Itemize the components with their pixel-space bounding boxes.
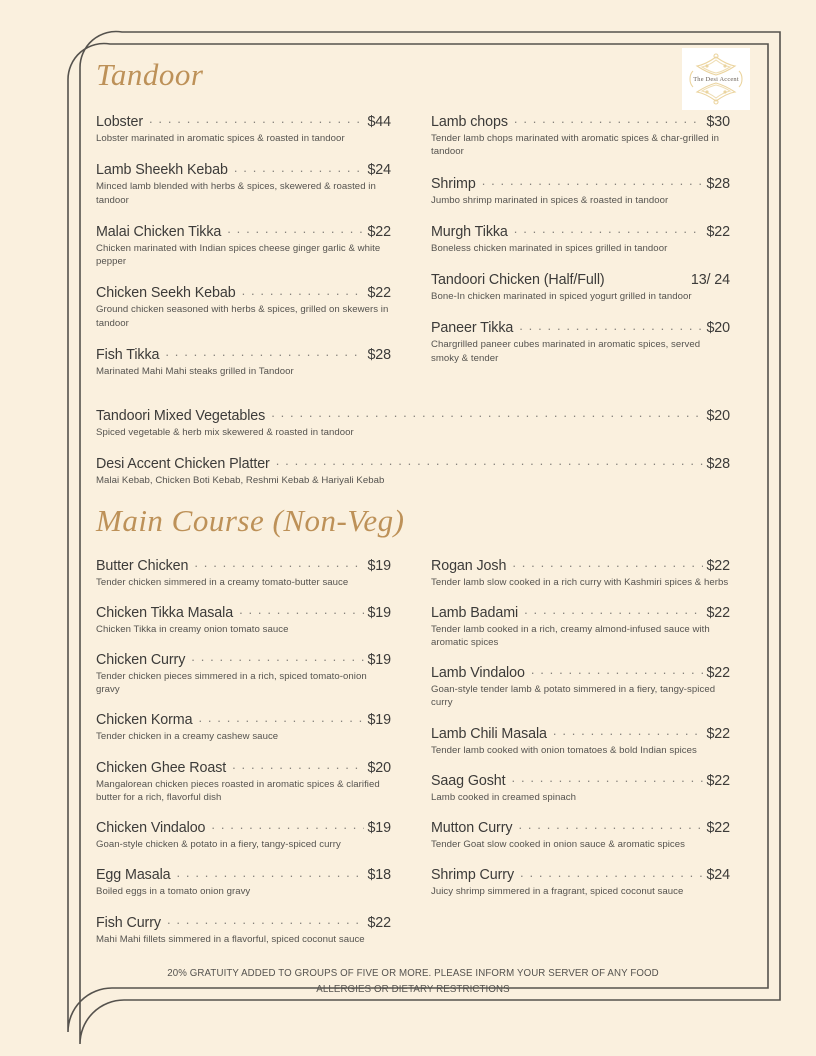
dot-leader	[242, 281, 365, 297]
item-description: Ground chicken seasoned with herbs & spices, grilled on skewers in tandoor	[96, 304, 389, 329]
item-name: Lamb Sheekh Kebab	[96, 162, 228, 179]
item-name: Shrimp Curry	[431, 867, 515, 884]
dot-leader	[482, 172, 704, 188]
item-price: $22	[706, 772, 730, 789]
item-price: $19	[367, 712, 391, 729]
menu-item[interactable]	[431, 268, 730, 303]
menu-item[interactable]	[96, 452, 730, 487]
item-name: Lobster	[96, 114, 143, 131]
dot-leader	[512, 769, 704, 785]
dot-leader	[520, 863, 703, 879]
item-price: $28	[706, 456, 730, 473]
menu-item[interactable]	[431, 661, 730, 709]
item-price: $24	[367, 162, 391, 179]
menu-item[interactable]	[96, 343, 391, 378]
item-price: $22	[706, 557, 730, 574]
item-price: $24	[706, 867, 730, 884]
dot-leader	[191, 648, 364, 664]
dot-leader	[512, 554, 703, 570]
footer-line-1: 20% GRATUITY ADDED TO GROUPS OF FIVE OR MORE. PLEASE INFORM YOUR SERVER OF ANY FOOD	[167, 968, 659, 979]
item-price: $22	[706, 223, 730, 240]
item-price: $28	[706, 175, 730, 192]
item-name: Lamb Chili Masala	[431, 725, 547, 742]
item-price: $22	[367, 285, 391, 302]
tandoor-right-column	[413, 110, 730, 391]
section-title-main-course: Main Course (Non-Veg)	[96, 503, 405, 539]
menu-item[interactable]	[431, 554, 730, 589]
section-title-tandoor: Tandoor	[96, 57, 204, 92]
item-name: Chicken Seekh Kebab	[96, 285, 236, 302]
item-price: $22	[706, 665, 730, 682]
item-name: Egg Masala	[96, 867, 171, 884]
dot-leader	[149, 110, 364, 126]
item-description: Lamb cooked in creamed spinach	[431, 791, 576, 803]
item-name: Shrimp	[431, 175, 476, 192]
dot-leader	[531, 661, 704, 677]
item-price: $22	[367, 914, 391, 931]
dot-leader	[165, 343, 364, 359]
item-price: $22	[706, 820, 730, 837]
menu-item[interactable]	[431, 816, 730, 851]
item-description: Minced lamb blended with herbs & spices, skewered & roasted in tandoor	[96, 181, 376, 206]
menu-item[interactable]	[96, 110, 391, 145]
menu-item[interactable]	[96, 158, 391, 206]
item-header	[96, 601, 391, 621]
item-header	[96, 911, 391, 931]
item-name: Murgh Tikka	[431, 223, 508, 240]
menu-item[interactable]	[96, 404, 730, 439]
item-header	[431, 316, 730, 336]
item-name: Chicken Korma	[96, 712, 193, 729]
item-price: $19	[367, 652, 391, 668]
item-description: Lobster marinated in aromatic spices & roasted in tandoor	[96, 133, 345, 145]
item-name: Lamb Badami	[431, 604, 519, 621]
tandoor-left-column	[96, 110, 413, 391]
item-header	[431, 268, 730, 288]
item-header	[431, 661, 730, 681]
item-description: Boneless chicken marinated in spices grilled in tandoor	[431, 242, 668, 254]
tandoor-columns	[96, 110, 730, 391]
dot-leader	[177, 863, 365, 879]
item-header	[431, 172, 730, 192]
item-price: $19	[367, 557, 391, 574]
item-header	[96, 648, 391, 668]
item-description: Chargrilled paneer cubes marinated in aromatic spices, served smoky & tender	[431, 339, 701, 364]
item-description: Spiced vegetable & herb mix skewered & roasted in tandoor	[96, 426, 354, 438]
item-name: Lamb chops	[431, 114, 508, 131]
item-header	[431, 220, 730, 240]
logo-wordmark: The Desi Accent	[693, 76, 739, 83]
main-course-left-column	[96, 554, 413, 958]
item-header	[431, 863, 730, 883]
item-header	[96, 756, 391, 776]
item-description: Tender lamb cooked with onion tomatoes & bold Indian spices	[431, 744, 697, 756]
dot-leader	[518, 816, 703, 832]
dot-leader	[514, 110, 704, 126]
item-name: Saag Gosht	[431, 772, 506, 789]
dot-leader	[276, 452, 704, 468]
dot-leader	[239, 601, 364, 617]
item-header	[96, 110, 391, 130]
dot-leader	[611, 268, 662, 284]
item-description: Tender chicken in a creamy cashew sauce	[96, 731, 279, 743]
dot-leader	[167, 911, 365, 927]
dot-leader	[198, 708, 364, 724]
menu-item[interactable]	[431, 863, 730, 898]
item-header	[96, 863, 391, 883]
item-description: Malai Kebab, Chicken Boti Kebab, Reshmi Kebab & Hariyali Kebab	[96, 475, 385, 487]
item-description: Mangalorean chicken pieces roasted in aromatic spices & clarified butter for a rich, flavorful dish	[96, 778, 380, 803]
dot-leader	[227, 220, 364, 236]
item-header	[431, 722, 730, 742]
menu-item[interactable]	[96, 911, 391, 946]
item-name: Chicken Ghee Roast	[96, 759, 227, 776]
menu-item[interactable]	[96, 601, 391, 636]
item-price: $19	[367, 820, 391, 837]
item-description: Bone-In chicken marinated in spiced yogurt grilled in tandoor	[431, 291, 692, 303]
item-price: $20	[706, 407, 730, 424]
item-price: $44	[367, 114, 391, 131]
footer-line-2: ALLERGIES OR DIETARY RESTRICTIONS	[316, 983, 510, 995]
item-name: Fish Curry	[96, 914, 161, 931]
item-header	[96, 343, 391, 363]
item-name: Mutton Curry	[431, 820, 513, 837]
menu-item[interactable]	[96, 816, 391, 851]
item-name: Lamb Vindaloo	[431, 665, 525, 682]
dot-leader	[232, 756, 364, 772]
menu-item[interactable]	[431, 220, 730, 255]
item-description: Goan-style tender lamb & potato simmered in a fiery, tangy-spiced curry	[431, 684, 716, 709]
item-price: $30	[706, 114, 730, 131]
menu-item[interactable]	[431, 316, 730, 364]
item-header	[431, 554, 730, 574]
menu-item[interactable]	[96, 648, 391, 696]
item-header	[431, 110, 730, 130]
item-name: Chicken Tikka Masala	[96, 604, 234, 621]
item-header	[96, 220, 391, 240]
item-price: $18	[367, 867, 391, 884]
item-description: Tender lamb slow cooked in a rich curry with Kashmiri spices & herbs	[431, 576, 729, 588]
item-header	[96, 158, 391, 178]
item-header	[96, 404, 730, 424]
footer-notice	[96, 966, 730, 997]
item-header	[96, 708, 391, 728]
menu-item[interactable]	[96, 281, 391, 329]
item-name: Butter Chicken	[96, 557, 189, 574]
item-price: $19	[367, 604, 391, 621]
dot-leader	[553, 722, 704, 738]
item-header	[431, 601, 730, 621]
dot-leader	[234, 158, 365, 174]
item-description: Jumbo shrimp marinated in spices & roasted in tandoor	[431, 194, 669, 206]
dot-leader	[524, 601, 703, 617]
item-header	[96, 554, 391, 574]
item-price: $22	[706, 725, 730, 742]
menu-item[interactable]	[96, 220, 391, 268]
item-name: Paneer Tikka	[431, 320, 514, 337]
item-description: Chicken marinated with Indian spices cheese ginger garlic & white pepper	[96, 242, 381, 268]
item-description: Chicken Tikka in creamy onion tomato sauce	[96, 623, 289, 635]
item-header	[431, 816, 730, 836]
dot-leader	[519, 316, 703, 332]
main-course-right-column	[413, 554, 730, 958]
menu-item[interactable]	[96, 863, 391, 898]
item-name: Fish Tikka	[96, 346, 160, 363]
item-name: Desi Accent Chicken Platter	[96, 456, 270, 473]
item-description: Tender Goat slow cooked in onion sauce & aromatic spices	[431, 839, 685, 851]
spacer	[96, 391, 730, 400]
item-name: Rogan Josh	[431, 557, 507, 574]
menu-item[interactable]	[431, 601, 730, 649]
menu-item[interactable]	[96, 756, 391, 804]
item-price: $20	[706, 320, 730, 337]
item-price: 13/ 24	[690, 272, 730, 289]
dot-leader	[211, 816, 364, 832]
item-header	[431, 769, 730, 789]
item-description: Tender lamb cooked in a rich, creamy almond-infused sauce with aromatic spices	[431, 623, 710, 648]
item-price: $22	[706, 604, 730, 621]
item-description: Boiled eggs in a tomato onion gravy	[96, 886, 251, 898]
item-header	[96, 452, 730, 472]
main-course-columns	[96, 554, 730, 958]
item-price: $28	[367, 346, 391, 363]
item-description: Juicy shrimp simmered in a fragrant, spiced coconut sauce	[431, 886, 684, 898]
menu-item[interactable]	[431, 172, 730, 207]
item-name: Tandoori Mixed Vegetables	[96, 407, 266, 424]
menu-item[interactable]	[96, 708, 391, 743]
item-header	[96, 816, 391, 836]
menu-item[interactable]	[431, 110, 730, 158]
item-description: Tender chicken pieces simmered in a rich, spiced tomato-onion gravy	[96, 671, 367, 696]
item-description: Mahi Mahi fillets simmered in a flavorful, spiced coconut sauce	[96, 933, 365, 945]
item-name: Chicken Vindaloo	[96, 820, 206, 837]
item-description: Tender lamb chops marinated with aromatic spices & char-grilled in tandoor	[431, 133, 720, 158]
item-name: Tandoori Chicken (Half/Full)	[431, 272, 605, 289]
dot-leader	[194, 554, 364, 570]
menu-item[interactable]	[431, 769, 730, 804]
menu-item[interactable]	[96, 554, 391, 589]
menu-item[interactable]	[431, 722, 730, 757]
item-name: Chicken Curry	[96, 652, 186, 668]
item-header	[96, 281, 391, 301]
item-name: Malai Chicken Tikka	[96, 223, 222, 240]
item-description: Goan-style chicken & potato in a fiery, tangy-spiced curry	[96, 839, 341, 851]
item-price: $22	[367, 223, 391, 240]
item-description: Tender chicken simmered in a creamy tomato-butter sauce	[96, 576, 349, 588]
item-price: $20	[367, 759, 391, 776]
dot-leader	[271, 404, 703, 420]
dot-leader	[514, 220, 704, 236]
item-description: Marinated Mahi Mahi steaks grilled in Tandoor	[96, 365, 294, 377]
